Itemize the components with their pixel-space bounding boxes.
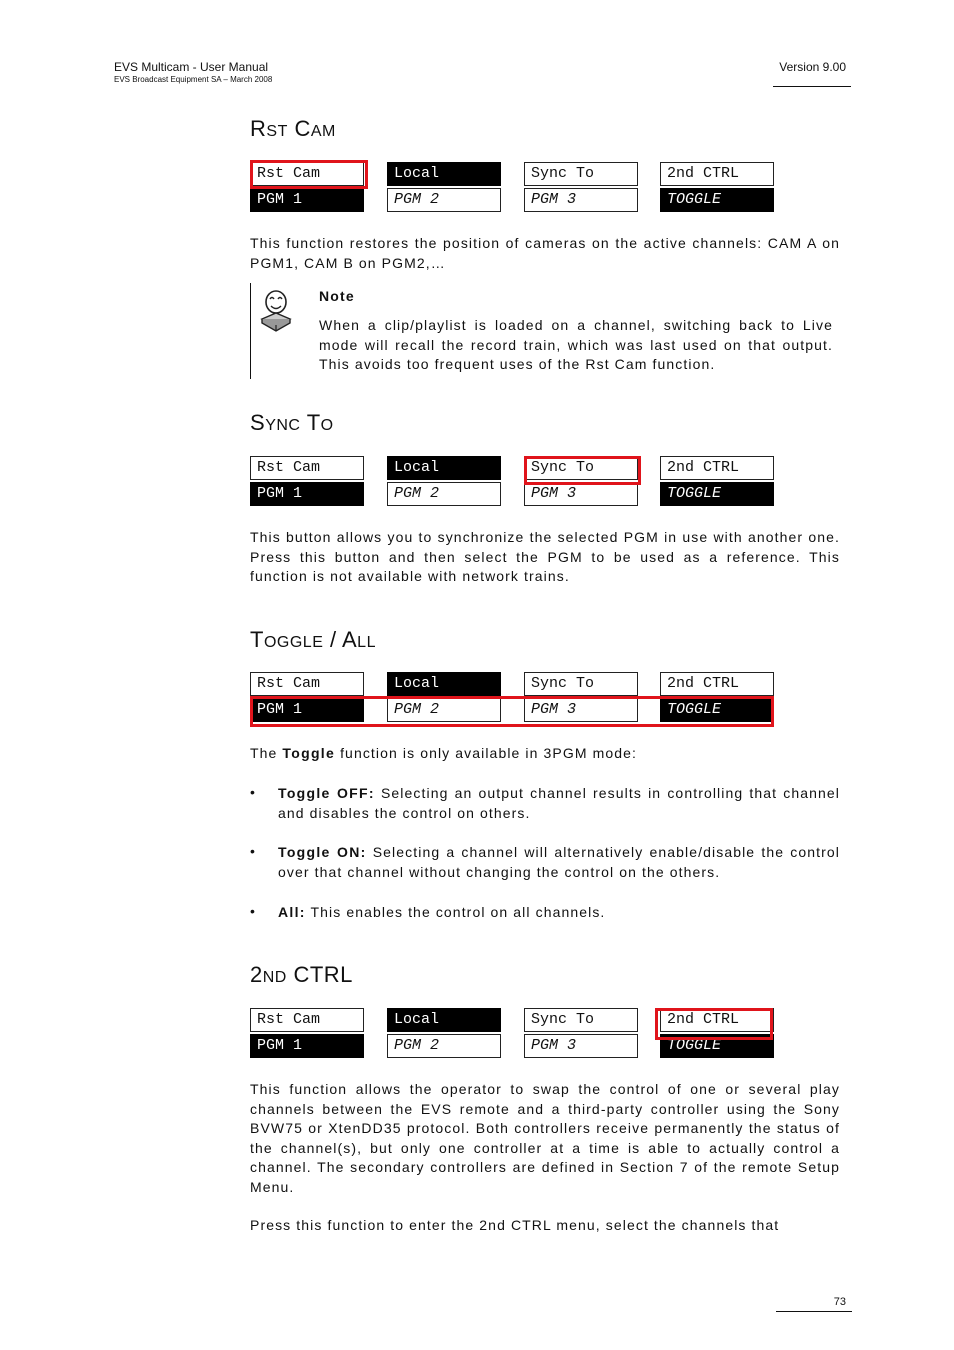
- sync-to-text: This button allows you to synchronize the selected PGM in use with another one. Press this button and then select the PGM to be used as a reference. This function is not available with network trains.: [250, 529, 840, 584]
- note-bar: [250, 283, 251, 379]
- second-ctrl-text-2: Press this function to enter the 2nd CTRL menu, select the channels that: [250, 1217, 780, 1233]
- btn-pgm-1[interactable]: PGM 1: [250, 482, 364, 506]
- btn-2nd-ctrl[interactable]: 2nd CTRL: [660, 456, 774, 480]
- btn-2nd-ctrl[interactable]: 2nd CTRL: [660, 672, 774, 696]
- heading-2nd-ctrl: 2ND CTRL: [250, 962, 353, 987]
- btn-local[interactable]: Local: [387, 1008, 501, 1032]
- footer-rule: [776, 1311, 852, 1312]
- page-number: 73: [833, 1296, 846, 1308]
- btn-local[interactable]: Local: [387, 456, 501, 480]
- btn-sync-to[interactable]: Sync To: [524, 456, 638, 480]
- header-subtitle: EVS Broadcast Equipment SA – March 2008: [114, 75, 273, 84]
- note-text: When a clip/playlist is loaded on a channel, switching back to Live mode will recall the record train, which was last used on that output. This avoids too frequent uses of the Rst Cam function.: [319, 317, 833, 372]
- button-grid-toggle: [250, 672, 774, 725]
- header-rule: [773, 86, 851, 87]
- btn-sync-to[interactable]: Sync To: [524, 672, 638, 696]
- btn-pgm-3[interactable]: PGM 3: [524, 1034, 638, 1058]
- btn-2nd-ctrl[interactable]: 2nd CTRL: [660, 1008, 774, 1032]
- btn-toggle[interactable]: TOGGLE: [660, 482, 774, 506]
- btn-toggle[interactable]: TOGGLE: [660, 698, 774, 722]
- btn-pgm-2[interactable]: PGM 2: [387, 1034, 501, 1058]
- btn-sync-to[interactable]: Sync To: [524, 162, 638, 186]
- btn-local[interactable]: Local: [387, 672, 501, 696]
- btn-local[interactable]: Local: [387, 162, 501, 186]
- btn-pgm-2[interactable]: PGM 2: [387, 698, 501, 722]
- button-grid-rst-cam: [250, 162, 774, 215]
- header-version: Version 9.00: [779, 60, 846, 74]
- note-title: Note: [319, 288, 355, 304]
- btn-pgm-3[interactable]: PGM 3: [524, 188, 638, 212]
- btn-pgm-3[interactable]: PGM 3: [524, 698, 638, 722]
- btn-pgm-2[interactable]: PGM 2: [387, 482, 501, 506]
- button-grid-sync-to: [250, 456, 774, 509]
- second-ctrl-text: This function allows the operator to swap the control of one or several play channels between the EVS remote and a third-party controller using the Sony BVW75 or XtenDD35 protocol. Both controllers receive permanently the status of the channel(s), but only one controller at a time is able to actually control a channel. The secondary controllers are defined in Section 7 of the remote Setup Menu.: [250, 1081, 840, 1195]
- btn-rst-cam[interactable]: Rst Cam: [250, 456, 364, 480]
- header-title: EVS Multicam - User Manual: [114, 60, 269, 74]
- btn-pgm-1[interactable]: PGM 1: [250, 698, 364, 722]
- toggle-intro: The Toggle function is only available in 3PGM mode:: [250, 745, 637, 761]
- btn-sync-to[interactable]: Sync To: [524, 1008, 638, 1032]
- btn-pgm-1[interactable]: PGM 1: [250, 188, 364, 212]
- btn-rst-cam[interactable]: Rst Cam: [250, 672, 364, 696]
- button-grid-2nd-ctrl: [250, 1008, 774, 1061]
- note-hand-icon: [258, 289, 294, 333]
- btn-toggle[interactable]: TOGGLE: [660, 188, 774, 212]
- heading-toggle-all: TOGGLE / ALL: [250, 627, 376, 652]
- heading-sync-to: SYNC TO: [250, 410, 334, 435]
- btn-pgm-1[interactable]: PGM 1: [250, 1034, 364, 1058]
- btn-pgm-2[interactable]: PGM 2: [387, 188, 501, 212]
- btn-toggle[interactable]: TOGGLE: [660, 1034, 774, 1058]
- rst-cam-text: This function restores the position of cameras on the active channels: CAM A on PGM1, CAM B on PGM2,…: [250, 235, 840, 271]
- btn-rst-cam[interactable]: Rst Cam: [250, 162, 364, 186]
- btn-rst-cam[interactable]: Rst Cam: [250, 1008, 364, 1032]
- btn-pgm-3[interactable]: PGM 3: [524, 482, 638, 506]
- btn-2nd-ctrl[interactable]: 2nd CTRL: [660, 162, 774, 186]
- heading-rst-cam: RST CAM: [250, 116, 336, 141]
